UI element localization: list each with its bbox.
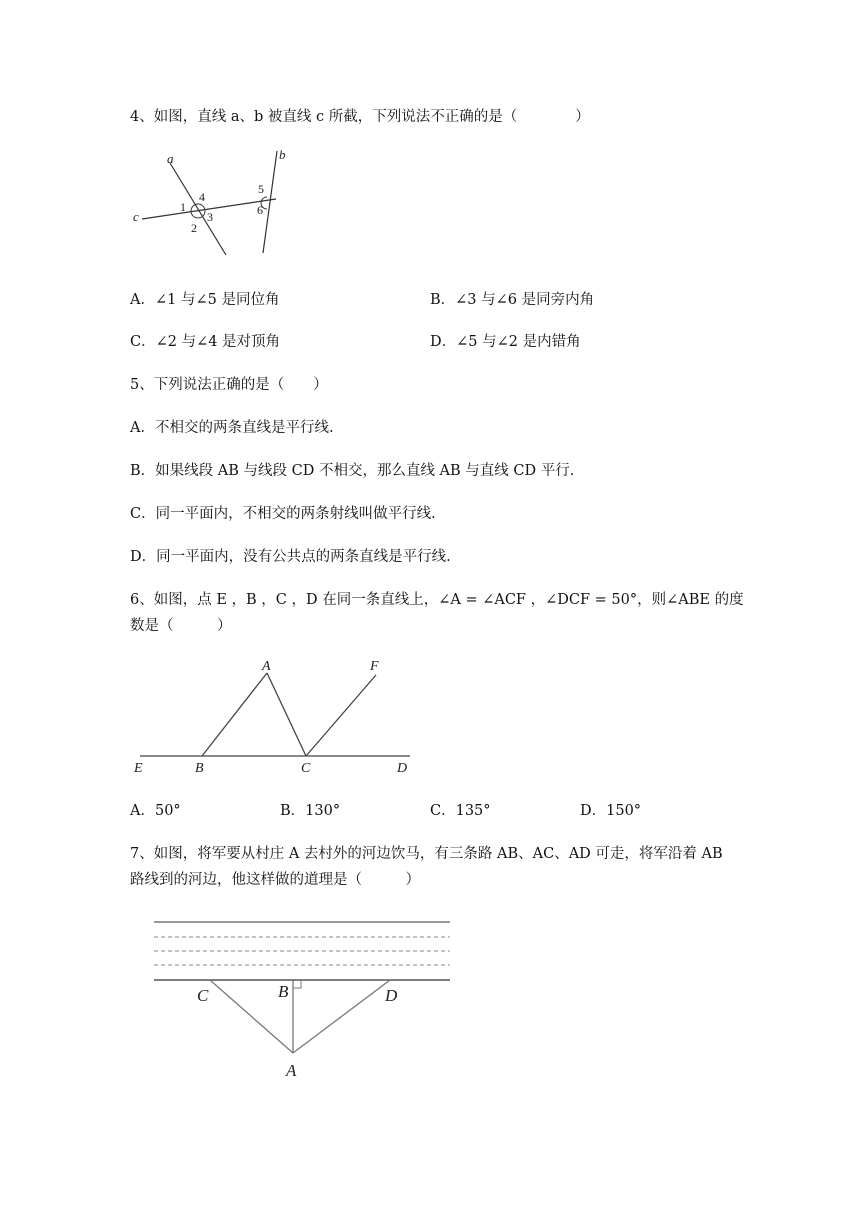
q6-figure	[130, 652, 420, 781]
q7-stem-line1: 7、如图，将军要从村庄 A 去村外的河边饮马，有三条路 AB、AC、AD 可走，将军沿着 AB	[130, 846, 723, 862]
label-2: 2	[191, 221, 197, 235]
label-B: B	[195, 761, 204, 776]
label-B: B	[278, 982, 289, 1001]
right-angle-mark	[293, 980, 301, 988]
label-a: a	[167, 151, 174, 166]
q5-stem: 5、下列说法正确的是（ ）	[130, 377, 328, 393]
segment-cf	[306, 675, 376, 756]
q6-option-d: D．150°	[580, 803, 642, 819]
q5-option-c: C．同一平面内，不相交的两条射线叫做平行线.	[130, 506, 436, 522]
q4-option-d: D．∠5 与∠2 是内错角	[430, 334, 581, 350]
q4-stem: 4、如图，直线 a、b 被直线 c 所截，下列说法不正确的是（ ）	[130, 109, 590, 125]
q7-figure-svg	[150, 915, 455, 1085]
q5-option-d: D．同一平面内，没有公共点的两条直线是平行线.	[130, 549, 451, 565]
label-b: b	[279, 147, 286, 162]
q6-option-a: A．50°	[130, 803, 181, 819]
q6-option-c: C．135°	[430, 803, 491, 819]
q6-stem-line1: 6、如图，点 E ，B ，C ，D 在同一条直线上，∠A = ∠ACF ，∠DCF = 50°，则∠ABE 的度	[130, 592, 744, 608]
label-C: C	[301, 761, 311, 776]
label-E: E	[134, 761, 143, 776]
label-A: A	[262, 659, 271, 674]
label-5: 5	[258, 182, 264, 196]
label-D: D	[385, 986, 398, 1005]
path-ad	[293, 980, 390, 1053]
q6-stem-line2: 数是（ ）	[130, 618, 232, 634]
q6-option-b: B．130°	[280, 803, 341, 819]
q5-option-a: A．不相交的两条直线是平行线.	[130, 420, 334, 436]
label-c: c	[133, 209, 139, 224]
label-F: F	[370, 659, 379, 674]
q4-figure-svg	[130, 143, 290, 263]
label-6: 6	[257, 203, 263, 217]
line-a	[170, 163, 226, 255]
q7-stem-line2: 路线到的河边，他这样做的道理是（ ）	[130, 872, 420, 888]
q4-option-c: C．∠2 与∠4 是对顶角	[130, 334, 281, 350]
q4-option-a: A．∠1 与∠5 是同位角	[130, 292, 280, 308]
q7-figure	[150, 915, 455, 1089]
label-4: 4	[199, 190, 205, 204]
label-D: D	[397, 761, 408, 776]
segment-ba	[202, 673, 267, 756]
q6-figure-svg	[130, 652, 420, 777]
label-3: 3	[207, 210, 213, 224]
q4-figure	[130, 143, 290, 267]
label-A: A	[286, 1061, 297, 1080]
q5-option-b: B．如果线段 AB 与线段 CD 不相交，那么直线 AB 与直线 CD 平行.	[130, 463, 575, 479]
label-C: C	[197, 986, 209, 1005]
line-b	[263, 151, 277, 253]
q4-option-b: B．∠3 与∠6 是同旁内角	[430, 292, 595, 308]
label-1: 1	[180, 200, 186, 214]
segment-ac	[267, 673, 306, 756]
